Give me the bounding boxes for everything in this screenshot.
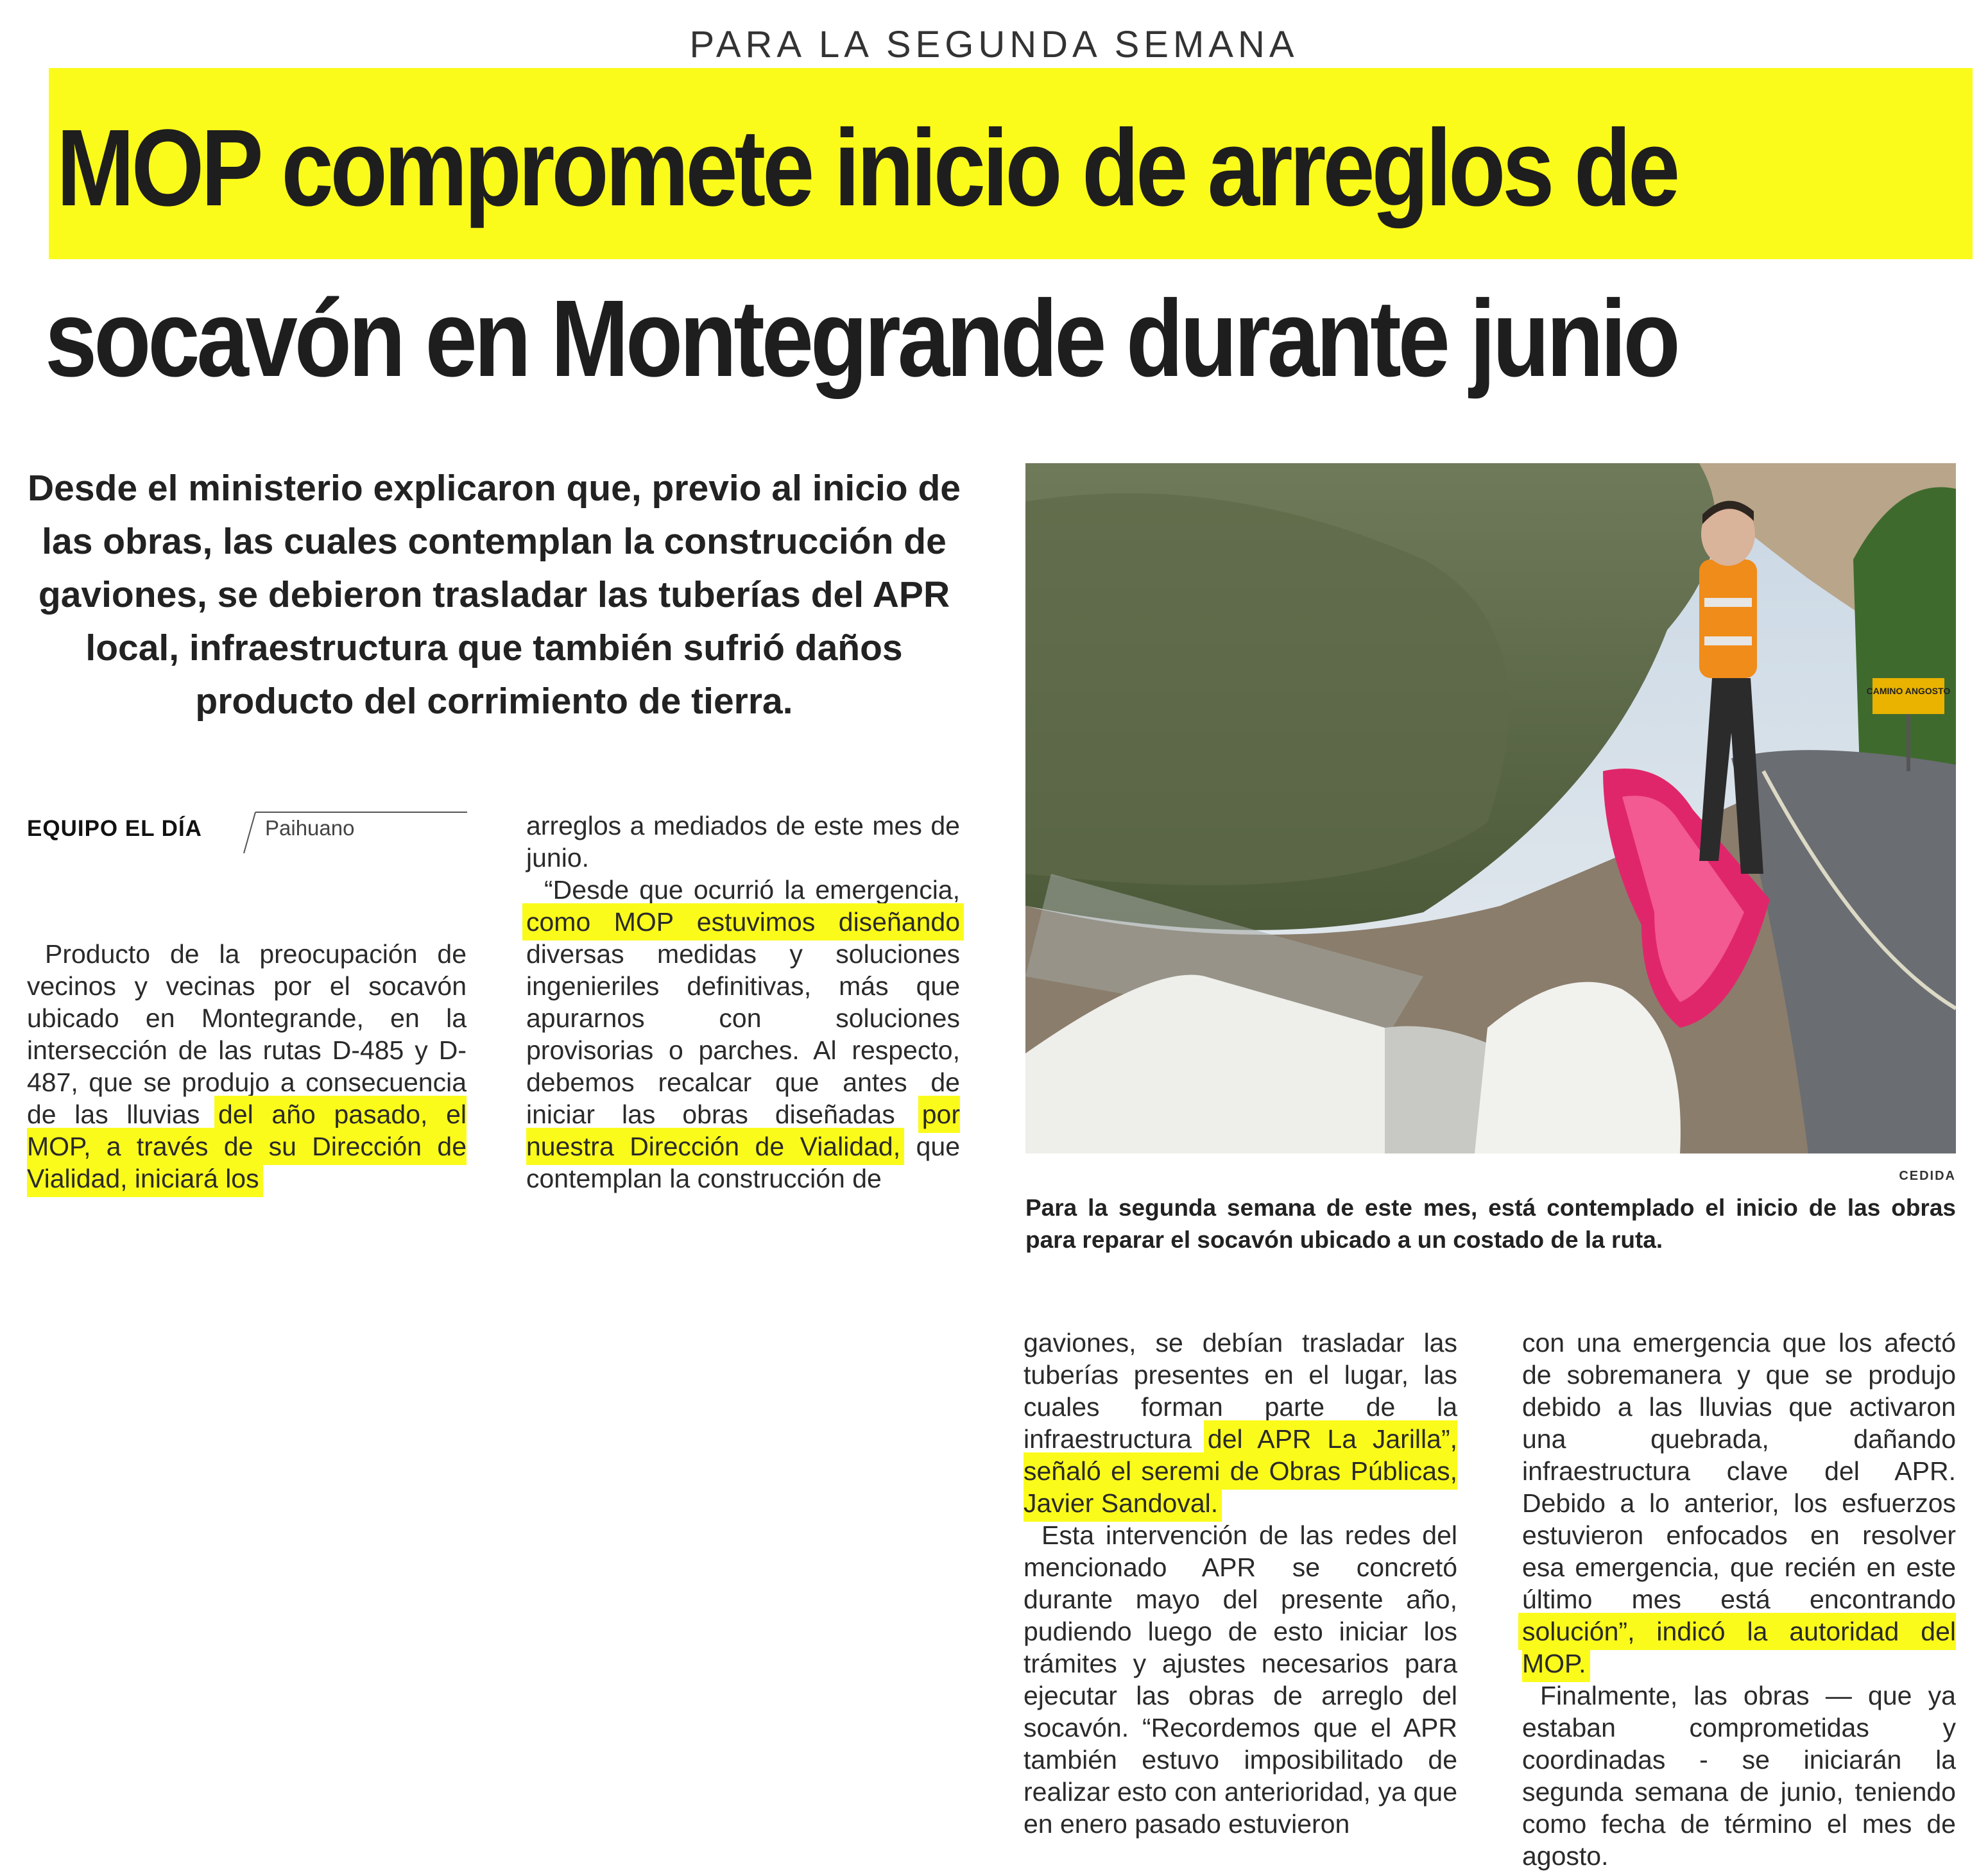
col2-paragraph-2: “Desde que ocurrió la emergencia, como MOP estuvimos diseñando diversas medidas y soluciones ingenieriles definitivas, más que apurarnos con soluciones provisorias o parches. Al respecto, debemos recalcar que antes de iniciar las obras diseñadas por nuestra Dirección de Vialidad, que contemplan la construcción de	[526, 875, 960, 1193]
article-photo	[1025, 463, 1956, 1153]
col3-paragraph-1: gaviones, se debían trasladar las tuberías presentes en el lugar, las cuales forman parte de la infraestructura del APR La Jarilla”, señaló el seremi de Obras Públicas, Javier Sandoval.	[1024, 1328, 1457, 1518]
col2-highlight-2: por nuestra Dirección de Vialidad,	[526, 1100, 960, 1161]
col4-paragraph-1: con una emergencia que los afectó de sobremanera y que se produjo debido a las lluvias que activaron una quebrada, dañando infraestructura clave del APR. Debido a lo anterior, los esfuerzos estuvieron enfocados en resolver esa emergencia, que recién en este último mes está encontrando solución”, indicó la autoridad del MOP.	[1522, 1328, 1956, 1678]
col2-highlight-1: como MOP estuvimos diseñando	[526, 907, 960, 937]
col4-paragraph-2: Finalmente, las obras — que ya estaban comprometidas y coordinadas - se iniciarán la segunda semana de junio, teniendo como fecha de término el mes de agosto.	[1522, 1681, 1956, 1871]
photo-credit: CEDIDA	[1899, 1169, 1956, 1183]
col3-paragraph-2: Esta intervención de las redes del mencionado APR se concretó durante mayo del presente año, pudiendo luego de esto iniciar los trámites y ajustes necesarios para ejecutar las obras de arreglo del socavón. “Recordemos que el APR también estuvo imposibilitado de realizar esto con anterioridad, ya que en enero pasado estuvieron	[1024, 1520, 1457, 1839]
col2-paragraph-1: arreglos a mediados de este mes de junio.	[526, 811, 960, 872]
road-sign-text: CAMINO ANGOSTO	[1866, 686, 1951, 696]
byline-author: EQUIPO EL DÍA	[27, 816, 202, 841]
headline-line-2: socavón en Montegrande durante junio	[45, 278, 1677, 400]
byline-location: Paihuano	[265, 816, 355, 840]
col1-paragraph: Producto de la preocupación de vecinos y vecinas por el socavón ubicado en Montegrande, en la intersección de las rutas D-485 y D-487, que se produjo a consecuencia de las lluvias del año pasado, el MOP, a través de su Dirección de Vialidad, iniciará los	[27, 939, 467, 1193]
body-column-1	[27, 938, 467, 1195]
kicker: PARA LA SEGUNDA SEMANA	[689, 24, 1299, 65]
col1-highlight: del año pasado, el MOP, a través de su Dirección de Vialidad, iniciará los	[27, 1100, 467, 1193]
col3-highlight: del APR La Jarilla”, señaló el seremi de Obras Públicas, Javier Sandoval.	[1024, 1424, 1457, 1518]
lead-paragraph: Desde el ministerio explicaron que, previo al inicio de las obras, las cuales contemplan la construcción de gaviones, se debieron trasladar las tuberías del APR local, infraestructura que también sufrió daños producto del corrimiento de tierra.	[28, 468, 961, 722]
headline-line-1: MOP compromete inicio de arreglos de	[56, 107, 1677, 229]
photo-caption: Para la segunda semana de este mes, está contemplado el inicio de las obras para reparar el socavón ubicado a un costado de la ruta.	[1025, 1195, 1956, 1253]
body-column-3	[1024, 1327, 1457, 1840]
body-column-4	[1522, 1327, 1956, 1872]
col4-highlight: solución”, indicó la autoridad del MOP.	[1522, 1617, 1956, 1678]
body-column-2	[526, 810, 960, 1195]
